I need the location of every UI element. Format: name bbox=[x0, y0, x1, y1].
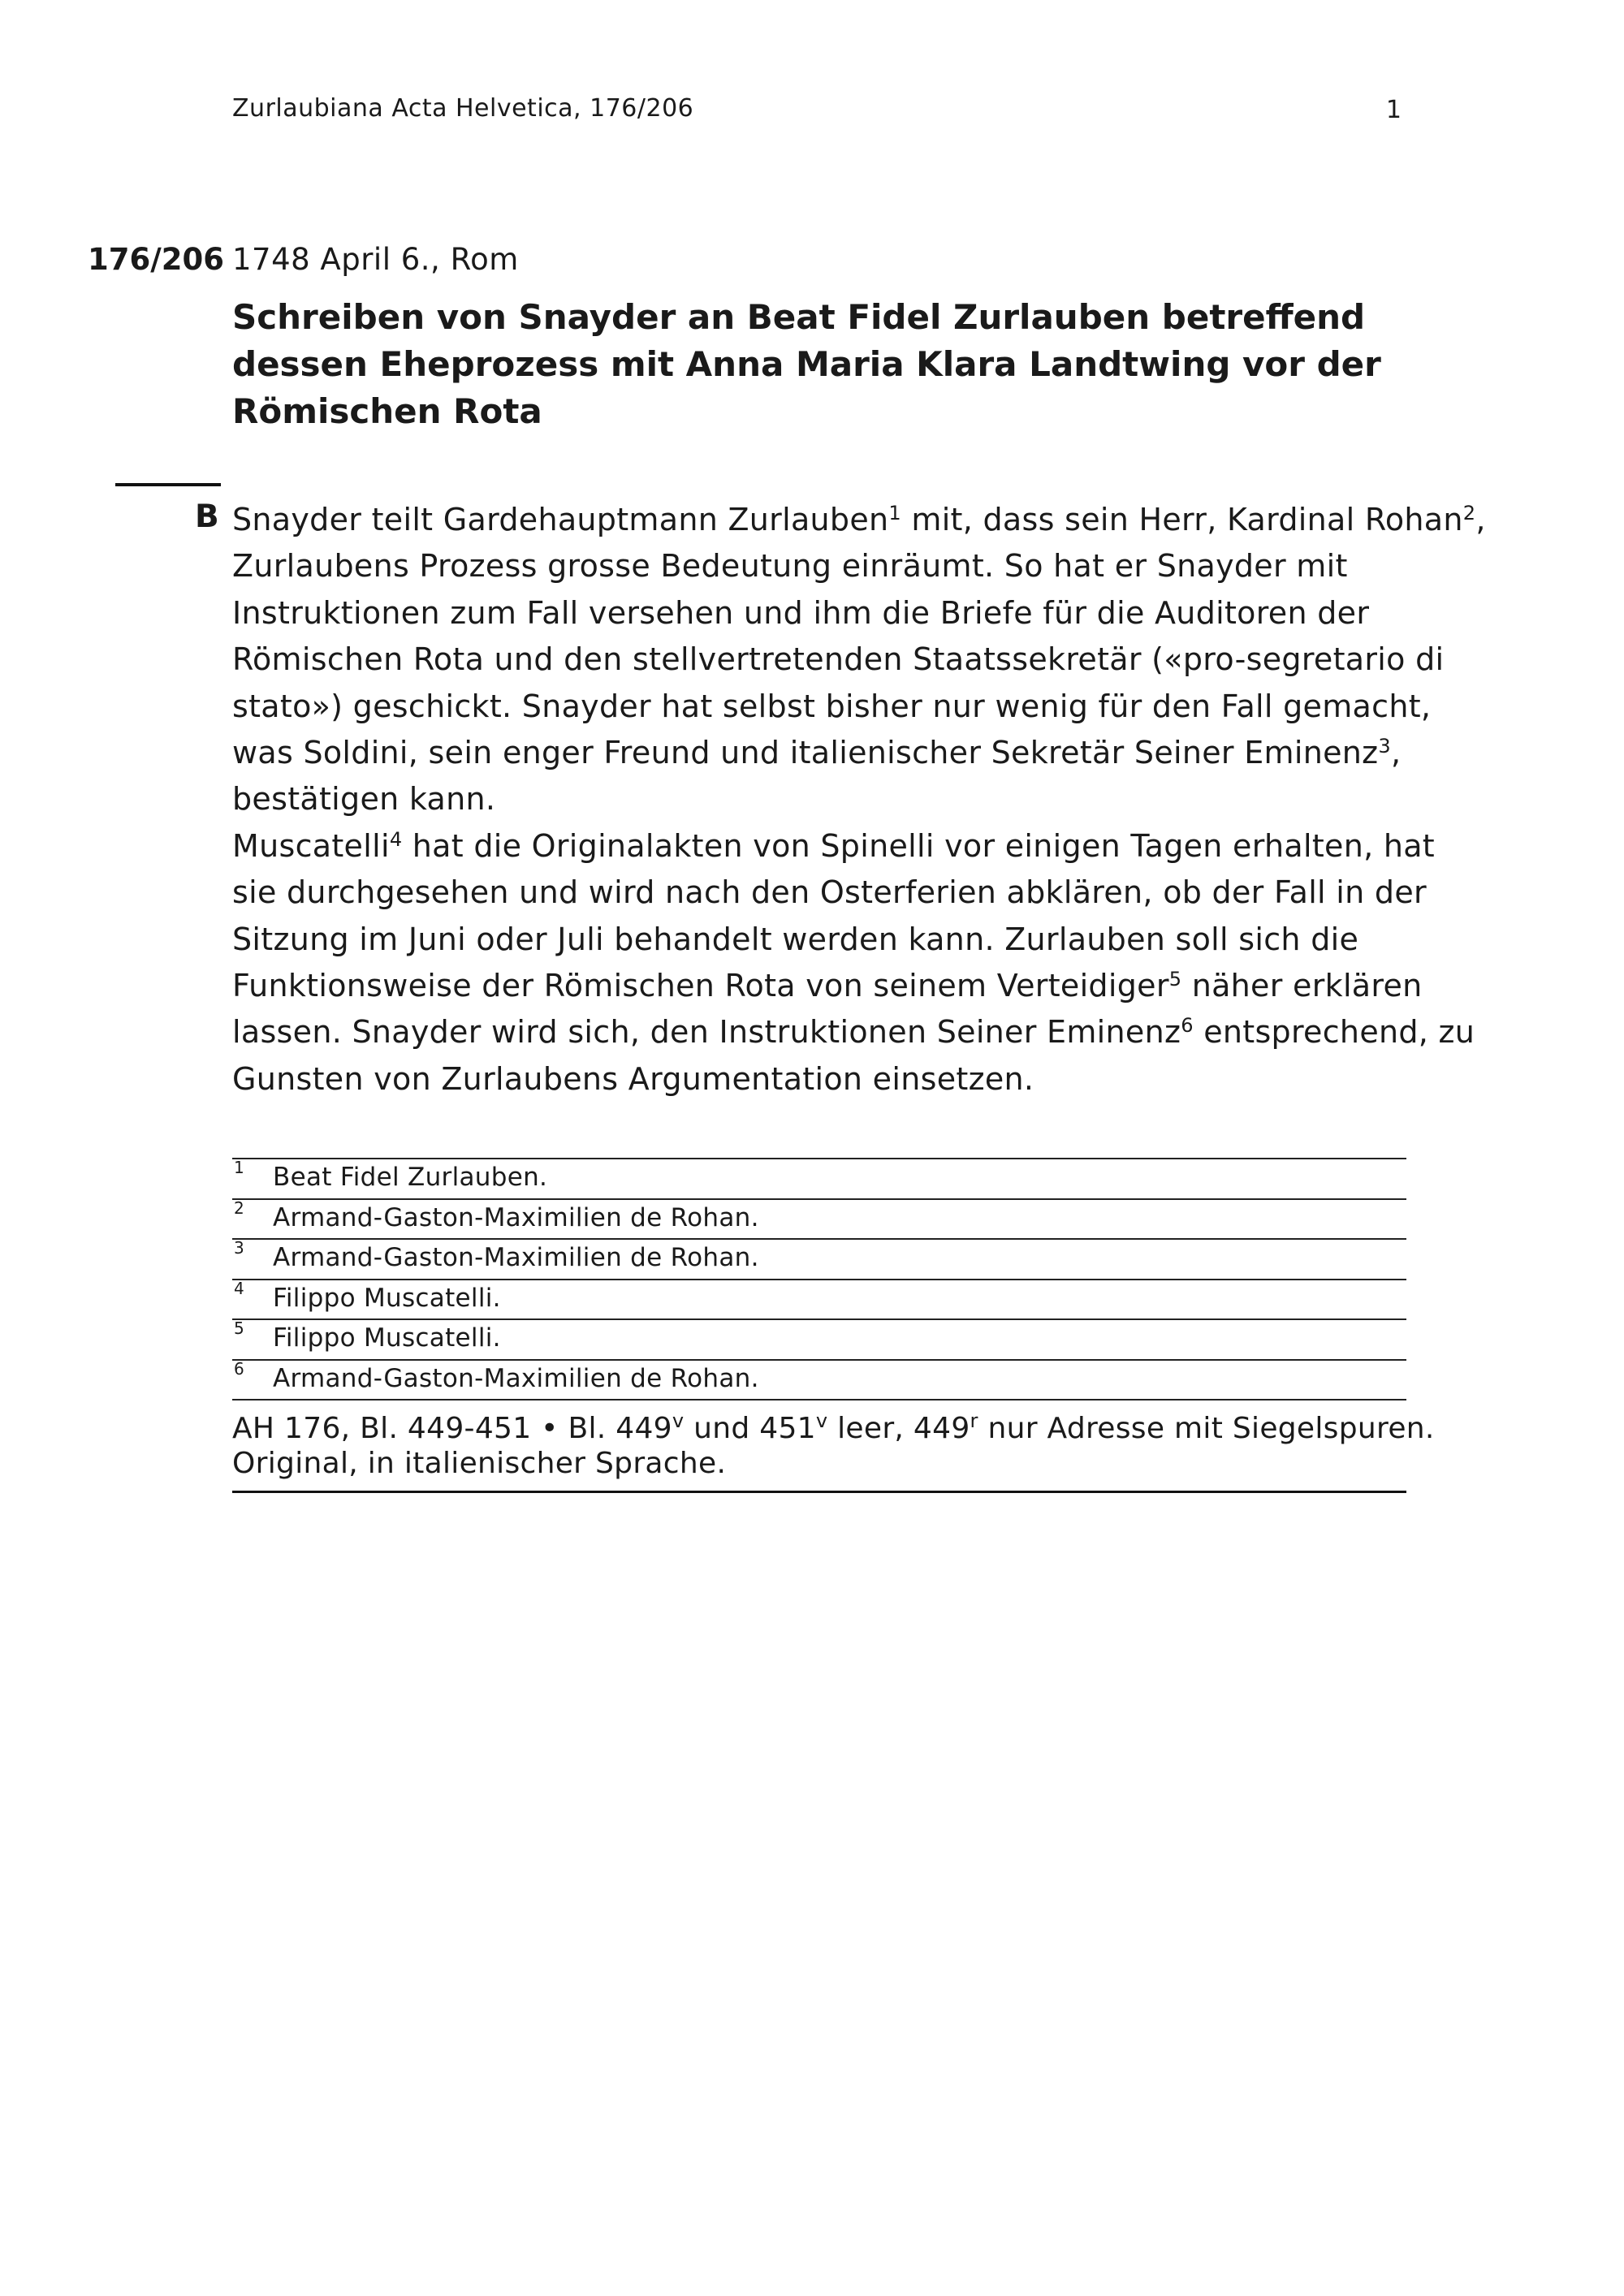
footnote-number: 5 bbox=[234, 1318, 244, 1338]
footnote-ref[interactable]: 2 bbox=[1462, 502, 1476, 524]
date-place: 1748 April 6., Rom bbox=[232, 242, 519, 277]
source-line bbox=[232, 1409, 1435, 1446]
text-line bbox=[232, 730, 1402, 776]
footnote-item bbox=[232, 1320, 1406, 1361]
footnote-item bbox=[232, 1240, 1406, 1280]
text-line bbox=[232, 497, 1486, 543]
text-line bbox=[232, 963, 1423, 1009]
footnote-text: Armand-Gaston-Maximilien de Rohan. bbox=[273, 1363, 759, 1393]
text-line: Sitzung im Juni oder Juli behandelt werden kann. Zurlauben soll sich die bbox=[232, 921, 1359, 957]
footnote-text: Armand-Gaston-Maximilien de Rohan. bbox=[273, 1243, 759, 1272]
footnote-number: 3 bbox=[234, 1238, 244, 1258]
footnote-number: 1 bbox=[234, 1158, 244, 1177]
text-segment: lassen. Snayder wird sich, den Instruktionen Seiner Eminenz bbox=[232, 1014, 1181, 1051]
document-title bbox=[232, 294, 1381, 435]
summary-text bbox=[232, 497, 1486, 1103]
source-line: Original, in italienischer Sprache. bbox=[232, 1447, 727, 1480]
footnote-ref[interactable]: 3 bbox=[1378, 735, 1391, 758]
footnote-item bbox=[232, 1159, 1406, 1200]
title-line: dessen Eheprozess mit Anna Maria Klara Landtwing vor der bbox=[232, 344, 1381, 384]
text-segment: Funktionsweise der Römischen Rota von seinem Verteidiger bbox=[232, 968, 1169, 1004]
footnote-text: Beat Fidel Zurlauben. bbox=[273, 1163, 548, 1192]
text-segment: und 451 bbox=[684, 1412, 816, 1445]
text-segment: Muscatelli bbox=[232, 827, 390, 864]
footnote-ref[interactable]: 4 bbox=[389, 827, 403, 851]
title-line: Römischen Rota bbox=[232, 391, 542, 431]
text-segment: entsprechend, zu bbox=[1193, 1014, 1475, 1051]
text-segment: nur Adresse mit Siegelspuren. bbox=[978, 1412, 1435, 1445]
footnote-number: 6 bbox=[234, 1358, 244, 1379]
text-segment: , bbox=[1475, 502, 1486, 537]
text-segment: mit, dass sein Herr, Kardinal Rohan bbox=[901, 502, 1463, 537]
footnote-number: 2 bbox=[234, 1198, 244, 1218]
section-rule bbox=[115, 483, 221, 486]
footnotes bbox=[232, 1158, 1406, 1400]
source-note bbox=[232, 1409, 1435, 1493]
page-number: 1 bbox=[1385, 96, 1402, 124]
footnote-item bbox=[232, 1358, 1406, 1401]
folio-side: v bbox=[815, 1409, 828, 1432]
footnote-ref[interactable]: 1 bbox=[888, 502, 901, 524]
text-segment: was Soldini, sein enger Freund und italienischer Sekretär Seiner Eminenz bbox=[232, 735, 1379, 771]
text-line: stato») geschickt. Snayder hat selbst bisher nur wenig für den Fall gemacht, bbox=[232, 688, 1432, 724]
title-line: Schreiben von Snayder an Beat Fidel Zurlauben betreffend bbox=[232, 297, 1366, 337]
text-line: Instruktionen zum Fall versehen und ihm die Briefe für die Auditoren der bbox=[232, 594, 1370, 631]
text-segment: AH 176, Bl. 449-451 • Bl. 449 bbox=[232, 1412, 672, 1445]
footnote-text: Filippo Muscatelli. bbox=[273, 1323, 501, 1353]
text-line: Römischen Rota und den stellvertretenden Staatssekretär («pro-segretario di bbox=[232, 641, 1445, 678]
text-segment: , bbox=[1390, 735, 1402, 771]
text-segment: Snayder teilt Gardehauptmann Zurlauben bbox=[232, 502, 889, 537]
document-type-marker: B bbox=[195, 498, 219, 535]
footnote-item bbox=[232, 1200, 1406, 1241]
footnote-item bbox=[232, 1280, 1406, 1321]
text-line: Gunsten von Zurlaubens Argumentation einsetzen. bbox=[232, 1060, 1034, 1097]
text-line: Zurlaubens Prozess grosse Bedeutung einräumt. So hat er Snayder mit bbox=[232, 548, 1348, 585]
text-line: sie durchgesehen und wird nach den Osterferien abklären, ob der Fall in der bbox=[232, 874, 1427, 911]
folio-side: v bbox=[672, 1409, 685, 1432]
footnote-number: 4 bbox=[234, 1278, 244, 1298]
document-number: 176/206 bbox=[88, 242, 224, 277]
folio-side: r bbox=[970, 1409, 978, 1432]
footnote-ref[interactable]: 6 bbox=[1181, 1014, 1194, 1038]
text-line bbox=[232, 823, 1436, 870]
text-segment: leer, 449 bbox=[827, 1412, 970, 1445]
text-segment: hat die Originalakten von Spinelli vor einigen Tagen erhalten, hat bbox=[402, 827, 1436, 864]
footnote-text: Filippo Muscatelli. bbox=[273, 1283, 501, 1313]
text-line bbox=[232, 1009, 1475, 1055]
text-segment: näher erklären bbox=[1181, 968, 1423, 1004]
footnote-text: Armand-Gaston-Maximilien de Rohan. bbox=[273, 1202, 759, 1232]
text-line: bestätigen kann. bbox=[232, 781, 496, 818]
footnote-ref[interactable]: 5 bbox=[1168, 968, 1182, 991]
running-head: Zurlaubiana Acta Helvetica, 176/206 bbox=[232, 94, 694, 123]
